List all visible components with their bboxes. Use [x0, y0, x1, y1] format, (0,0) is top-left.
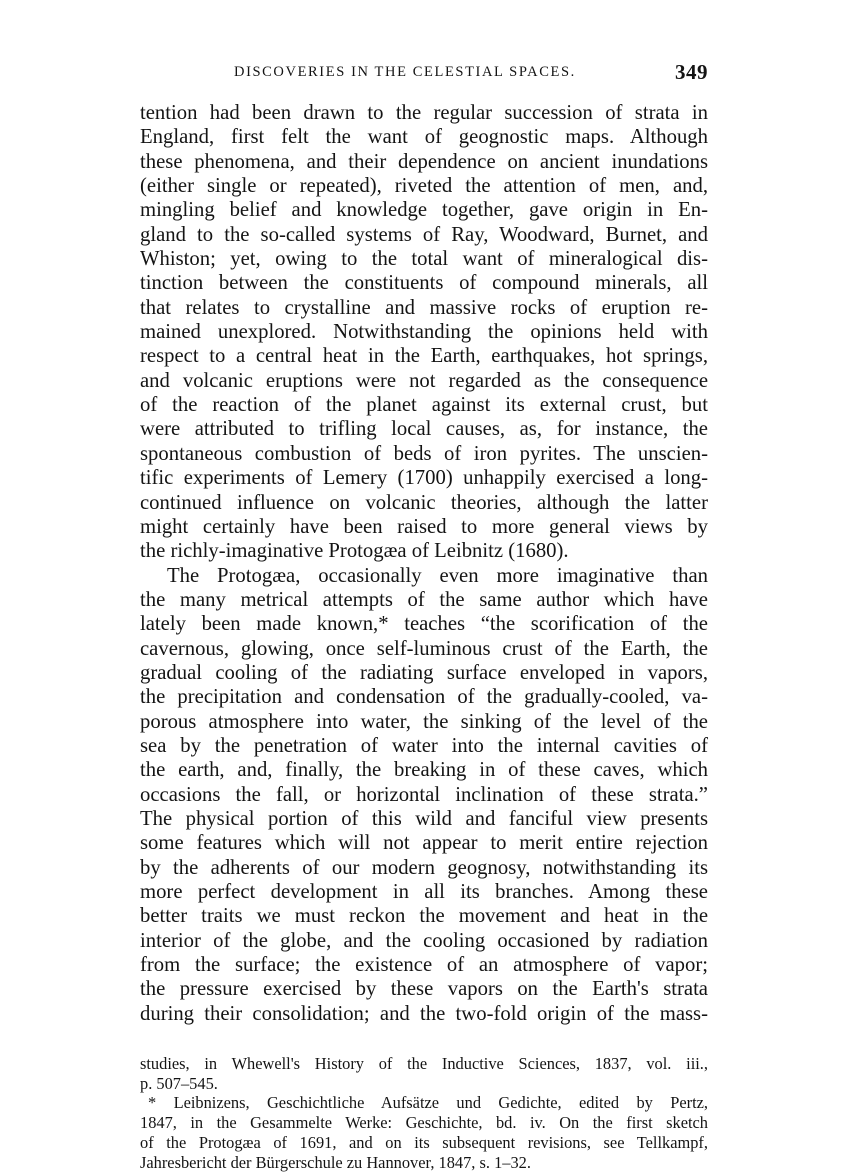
- body-line: occasions the fall, or horizontal inclination of these strata.”: [140, 783, 708, 806]
- body-line: the precipitation and condensation of the gradually-cooled, va-: [140, 686, 708, 709]
- body-line: by the adherents of our modern geognosy, notwithstanding its: [140, 856, 708, 879]
- body-line: The physical portion of this wild and fanciful view presents: [140, 807, 708, 830]
- body-line: (either single or repeated), riveted the attention of men, and,: [140, 175, 708, 198]
- body-line: the many metrical attempts of the same author which have: [140, 588, 708, 611]
- page-number: 349: [675, 60, 708, 84]
- footnote-line: p. 507–545.: [140, 1073, 218, 1093]
- body-line: continued influence on volcanic theories, although the latter: [140, 491, 708, 514]
- body-line: spontaneous combustion of beds of iron pyrites. The unscien-: [140, 442, 708, 465]
- body-line: mingling belief and knowledge together, gave origin in En-: [140, 199, 708, 222]
- body-line: gradual cooling of the radiating surface enveloped in vapors,: [140, 661, 708, 684]
- footnotes: [140, 1054, 708, 1172]
- body-line: sea by the penetration of water into the internal cavities of: [140, 734, 708, 757]
- body-line: tention had been drawn to the regular succession of strata in: [140, 102, 708, 124]
- body-line: these phenomena, and their dependence on ancient inundations: [140, 150, 708, 173]
- footnote-line: * Leibnizens, Geschichtliche Aufsätze und Gedichte, edited by Pertz,: [148, 1093, 708, 1113]
- body-line: mained unexplored. Notwithstanding the opinions held with: [140, 321, 708, 344]
- footnote-line: studies, in Whewell's History of the Inductive Sciences, 1837, vol. iii.,: [140, 1054, 708, 1074]
- body-line: the earth, and, finally, the breaking in of these caves, which: [140, 759, 708, 782]
- body-line: better traits we must reckon the movement and heat in the: [140, 905, 708, 928]
- body-line: were attributed to trifling local causes, as, for instance, the: [140, 418, 708, 441]
- body-line: that relates to crystalline and massive rocks of eruption re-: [140, 296, 708, 319]
- body-line: gland to the so-called systems of Ray, Woodward, Burnet, and: [140, 223, 708, 246]
- body-line: interior of the globe, and the cooling occasioned by radiation: [140, 929, 708, 952]
- body-line: porous atmosphere into water, the sinking of the level of the: [140, 710, 708, 733]
- body-line: of the reaction of the planet against its external crust, but: [140, 394, 708, 417]
- body-line: and volcanic eruptions were not regarded as the consequence: [140, 369, 708, 392]
- body-line: during their consolidation; and the two-fold origin of the mass-: [140, 1002, 708, 1025]
- body-line: more perfect development in all its branches. Among these: [140, 881, 708, 903]
- body-line: some features which will not appear to merit entire rejection: [140, 832, 708, 855]
- running-title: DISCOVERIES IN THE CELESTIAL SPACES.: [234, 64, 576, 80]
- body-line: Whiston; yet, owing to the total want of mineralogical dis-: [140, 248, 708, 271]
- body-line: tinction between the constituents of compound minerals, all: [140, 272, 708, 295]
- running-header: [140, 60, 708, 90]
- body-line: England, first felt the want of geognostic maps. Although: [140, 126, 708, 149]
- body-line: from the surface; the existence of an atmosphere of vapor;: [140, 954, 708, 977]
- body-text: [140, 101, 708, 1026]
- body-line: cavernous, glowing, once self-luminous crust of the Earth, the: [140, 637, 708, 660]
- body-line: lately been made known,* teaches “the scorification of the: [140, 613, 708, 636]
- body-line: the pressure exercised by these vapors on the Earth's strata: [140, 978, 708, 1001]
- footnote-line: 1847, in the Gesammelte Werke: Geschichte, bd. iv. On the first sketch: [140, 1113, 708, 1133]
- footnote-line: Jahresbericht der Bürgerschule zu Hannover, 1847, s. 1–32.: [140, 1152, 531, 1172]
- body-line: respect to a central heat in the Earth, earthquakes, hot springs,: [140, 345, 708, 368]
- paragraph-end-line: the richly-imaginative Protogæa of Leibnitz (1680).: [140, 540, 569, 563]
- footnote-line: of the Protogæa of 1691, and on its subsequent revisions, see Tellkampf,: [140, 1132, 708, 1152]
- body-line: might certainly have been raised to more general views by: [140, 515, 708, 538]
- paragraph-start-line: The Protogæa, occasionally even more imaginative than: [167, 564, 708, 587]
- body-line: tific experiments of Lemery (1700) unhappily exercised a long-: [140, 467, 708, 490]
- book-page: [140, 60, 708, 1172]
